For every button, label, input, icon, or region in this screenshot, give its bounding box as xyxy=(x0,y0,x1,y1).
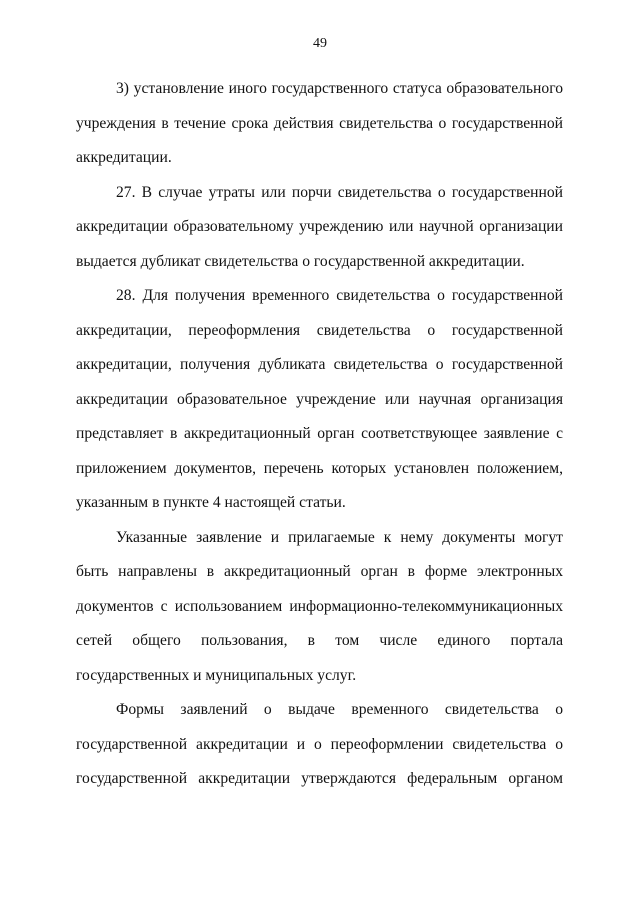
paragraph-item-3: 3) установление иного государственного статуса образовательного учреждения в течение срока действия свидетельства о государственной аккредитации. xyxy=(76,80,563,166)
document-body xyxy=(76,72,563,797)
paragraph-application-forms: Формы заявлений о выдаче временного свидетельства о государственной аккредитации и о переоформлении свидетельства о государственной аккредитации утверждаются федеральным органом xyxy=(76,701,563,787)
paragraph-article-28: 28. Для получения временного свидетельства о государственной аккредитации, переоформления свидетельства о государственной аккредитации, получения дубликата свидетельства о государственной аккредитации образовательное учреждение или научная организация представляет в аккредитационный орган соответствующее заявление с приложением документов, перечень которых установлен положением, указанным в пункте 4 настоящей статьи. xyxy=(76,287,563,511)
paragraph-electronic-submission: Указанные заявление и прилагаемые к нему документы могут быть направлены в аккредитационный орган в форме электронных документов с использованием информационно-телекоммуникационных сетей общего пользования, в том числе единого портала государственных и муниципальных услуг. xyxy=(76,528,563,684)
page-number: 49 xyxy=(313,36,327,51)
paragraph-article-27: 27. В случае утраты или порчи свидетельства о государственной аккредитации образовательному учреждению или научной организации выдается дубликат свидетельства о государственной аккредитации. xyxy=(76,183,563,270)
